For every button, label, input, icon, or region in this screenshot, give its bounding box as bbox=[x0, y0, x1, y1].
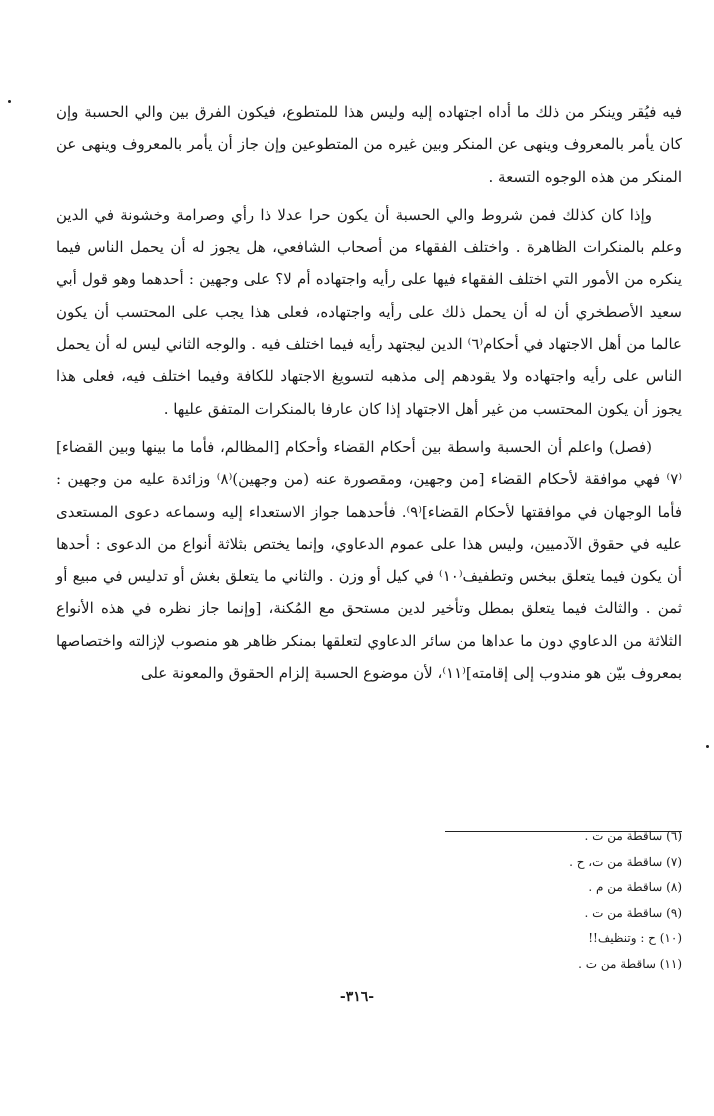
footnote: (٦) ساقطة من ت . bbox=[584, 829, 682, 843]
scan-mark bbox=[8, 100, 11, 103]
footnotes bbox=[300, 824, 682, 978]
footnote: (٩) ساقطة من ت . bbox=[584, 905, 682, 920]
footnote: (١٠) ح : وتنظيف!! bbox=[588, 931, 682, 946]
scan-mark bbox=[706, 745, 709, 748]
footnote: (٨) ساقطة من م . bbox=[588, 880, 682, 895]
paragraph: (فصل) واعلم أن الحسبة واسطة بين أحكام القضاء وأحكام [المظالم، فأما ما بينها وبين القضاء]⁽٧⁾ فهي موافقة لأحكام القضاء [من وجهين، ومقصورة عنه (من وجهين)⁽٨⁾ وزائدة عليه من وجهين : فأما الوجهان في موافقتها لأحكام القضاء]⁽٩⁾. فأحدهما جواز الاستعداء إليه وسماعه دعوى المستعدى عليه في حقوق الآدميين، وليس هذا على عموم الدعاوي، وإنما يختص بثلاثة أنواع من الدعوى : أحدها أن يكون فيما يتعلق ببخس وتطفيف⁽١٠⁾ في كيل أو وزن . والثاني ما يتعلق بغش أو تدليس في مبيع أو ثمن . والثالث فيما يتعلق بمطل وتأخير لدين مستحق مع المُكنة، [وإنما جاز نظره في هذه الأنواع الثلاثة من الدعاوي دون ما عداها من سائر الدعاوي لتعلقها بمنكر ظاهر هو منصوب لإزالته واختصاصها بمعروف بيّن هو مندوب إلى إقامته]⁽١١⁾، لأن موضوع الحسبة إلزام الحقوق والمعونة على bbox=[56, 437, 683, 683]
footnote: (٧) ساقطة من ت، ح . bbox=[569, 854, 682, 869]
paragraph: فيه فيُقر وينكر من ذلك ما أداه اجتهاده إليه وليس هذا للمتطوع، فيكون الفرق بين والي الحسبة وإن كان يأمر بالمعروف وينهى عن المنكر وبين غيره من المتطوعين وإن جاز أن يأمر بالمعروف وينهى عن المنكر من هذه الوجوه التسعة . bbox=[56, 103, 682, 186]
main-text bbox=[56, 96, 682, 689]
footnote: (١١) ساقطة من ت . bbox=[578, 956, 682, 971]
page-number: -٣١٦- bbox=[339, 989, 375, 1005]
paragraph: وإذا كان كذلك فمن شروط والي الحسبة أن يكون حرا عدلا ذا رأي وصرامة وخشونة في الدين وعلم بالمنكرات الظاهرة . واختلف الفقهاء من أصحاب الشافعي، هل يجوز له أن يحمل الناس فيما ينكره من الأمور التي اختلف الفقهاء فيها على رأيه واجتهاده أم لا؟ على وجهين : أحدهما وهو قول أبي سعيد الأصطخري أن له أن يحمل ذلك على رأيه واجتهاده، فعلى هذا يجب على المحتسب أن يكون عالما من أهل الاجتهاد في أحكام⁽٦⁾ الدين ليجتهد رأيه فيما اختلف فيه . والوجه الثاني ليس له أن يحمل الناس على رأيه واجتهاده ولا يقودهم إلى مذهبه لتسويغ الاجتهاد للكافة وفيما اختلف فيه، فعلى هذا يجوز أن يكون المحتسب من غير أهل الاجتهاد إذا كان عارفا بالمنكرات المتفق عليها . bbox=[56, 205, 683, 418]
